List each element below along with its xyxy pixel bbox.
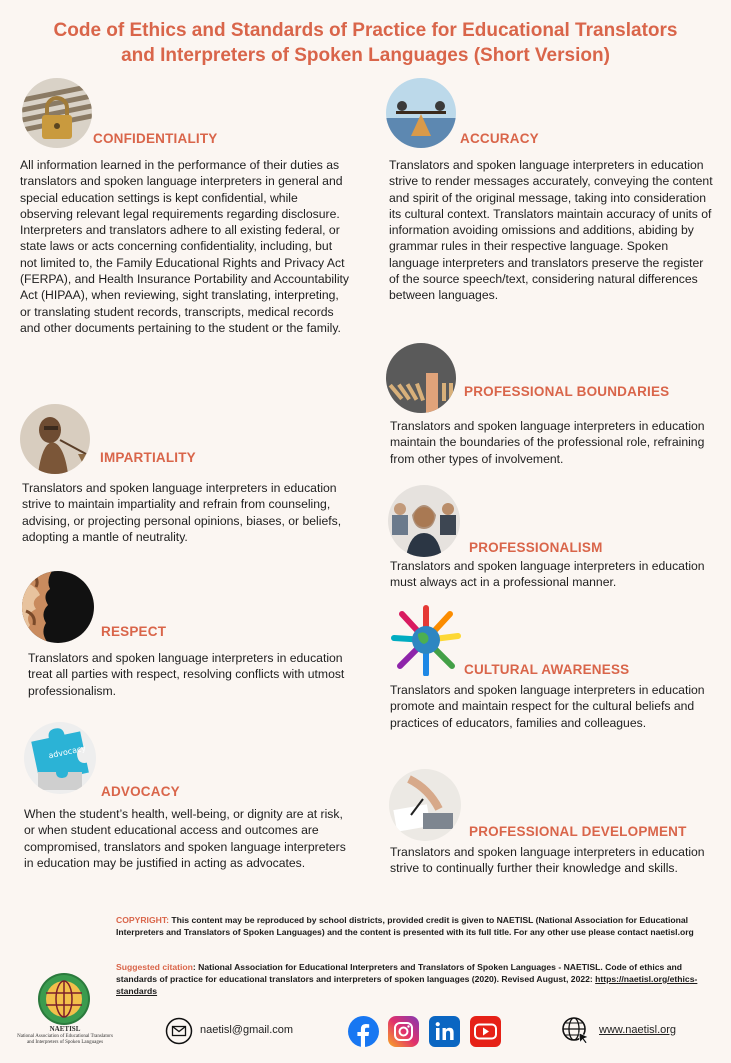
- title-line-1: Code of Ethics and Standards of Practice for Educational Translators: [53, 20, 678, 41]
- email-text[interactable]: naetisl@gmail.com: [200, 1024, 294, 1036]
- advocacy-text: When the student’s health, well-being, or dignity are at risk, or when student educational access and outcomes are compromised, translators and spoken language interpreters in education may be justified in acting as advocates.: [24, 807, 346, 870]
- youtube-icon[interactable]: [470, 1016, 501, 1047]
- puzzle-image: [24, 722, 96, 794]
- cultural-heading: CULTURAL AWARENESS: [464, 662, 630, 677]
- globe-cursor-icon: [560, 1015, 592, 1047]
- development-text: Translators and spoken language interpreters in education strive to continually further their knowledge and skills.: [390, 845, 705, 876]
- website-text[interactable]: www.naetisl.org: [599, 1024, 677, 1036]
- boundaries-heading: PROFESSIONAL BOUNDARIES: [464, 384, 670, 399]
- mail-icon: [165, 1017, 193, 1045]
- advocacy-heading: ADVOCACY: [101, 784, 180, 799]
- confidentiality-heading: CONFIDENTIALITY: [93, 131, 218, 146]
- professionalism-heading: PROFESSIONALISM: [469, 540, 603, 555]
- citation-notice: [116, 962, 716, 997]
- citation-link[interactable]: https://naetisl.org/ethics-standards: [116, 973, 698, 996]
- globe-hands-image: [390, 604, 462, 676]
- balance-rock-image: [386, 78, 456, 148]
- impartiality-heading: IMPARTIALITY: [100, 450, 196, 465]
- citation-label: Suggested citation: [116, 962, 193, 972]
- puzzle-label: advocacy: [47, 743, 87, 761]
- logo-subtitle: National Association of Educational Translators and Interpreters of Spoken Languages: [17, 1034, 113, 1045]
- impartiality-text: Translators and spoken language interpreters in education strive to maintain impartiality and refrain from counseling, advising, or projecting personal opinions, biases, or beliefs, adopting a mantle of neutrality.: [22, 481, 342, 544]
- logo-globe-icon: [38, 973, 90, 1025]
- page-title: [20, 18, 711, 68]
- confidentiality-text: All information learned in the performance of their duties as translators and spoken language interpreters in general and special education settings is kept confidential, while observing relevant legal requirements regarding disclosure. Interpreters and translators adhere to all existing federal, or state laws or acts concerning confidentiality, including, but not limited to, the Family Educational Rights and Privacy Act (FERPA), and Health Insurance Portability and Accountability Act (HIPAA), when reviewing, sight translating, interpreting, or translating student records, transcripts, medical records and other documents pertaining to the student or the family.: [20, 158, 350, 335]
- padlock-image: [22, 78, 92, 148]
- linkedin-icon[interactable]: [429, 1016, 460, 1047]
- development-heading: PROFESSIONAL DEVELOPMENT: [469, 824, 687, 839]
- citation-text: : National Association for Educational Interpreters and Translators of Spoken Languages - NAETISL. Code of ethics and standards of practice for educational translators and interpreters of spoken languages (2020). Revised August, 2022:: [116, 962, 682, 984]
- facebook-icon[interactable]: [348, 1016, 379, 1047]
- instagram-icon[interactable]: [388, 1016, 419, 1047]
- copyright-text: This content may be reproduced by school districts, provided credit is given to NAETISL (National Association for Educational Interpreters and Translators of Spoken Languages) and the content is presented with its full title. For any other use please contact naetisl.org: [116, 915, 694, 937]
- cultural-text: Translators and spoken language interpreters in education promote and maintain respect for the cultural beliefs and practices of educators, families and colleagues.: [390, 683, 705, 730]
- dominoes-image: [386, 343, 456, 413]
- justice-statue-image: [20, 404, 90, 474]
- respect-text: Translators and spoken language interpreters in education treat all parties with respect, resolving conflicts with utmost professionalism.: [28, 651, 345, 698]
- respect-heading: RESPECT: [101, 624, 167, 639]
- copyright-notice: [116, 915, 716, 939]
- study-image: [389, 769, 461, 841]
- accuracy-text: Translators and spoken language interpreters in education strive to render messages accurately, conveying the content and spirit of the original message, taking into consideration its cultural context. Translators maintain accuracy of units of information avoiding omissions and additions, abiding by grammar rules in their respective language. Spoken language interpreters and translators preserve the register of the source speech/text, considering natural differences between languages.: [389, 158, 713, 303]
- logo-name: NAETISL: [49, 1025, 81, 1033]
- title-line-2: and Interpreters of Spoken Languages (Short Version): [121, 45, 610, 66]
- copyright-label: COPYRIGHT:: [116, 915, 169, 925]
- team-image: [388, 485, 460, 557]
- accuracy-heading: ACCURACY: [460, 131, 539, 146]
- boundaries-text: Translators and spoken language interpreters in education maintain the boundaries of the professional role, refraining from other types of involvement.: [390, 419, 705, 466]
- profiles-image: [22, 571, 94, 643]
- professionalism-text: Translators and spoken language interpreters in education must always act in a professional manner.: [390, 559, 705, 590]
